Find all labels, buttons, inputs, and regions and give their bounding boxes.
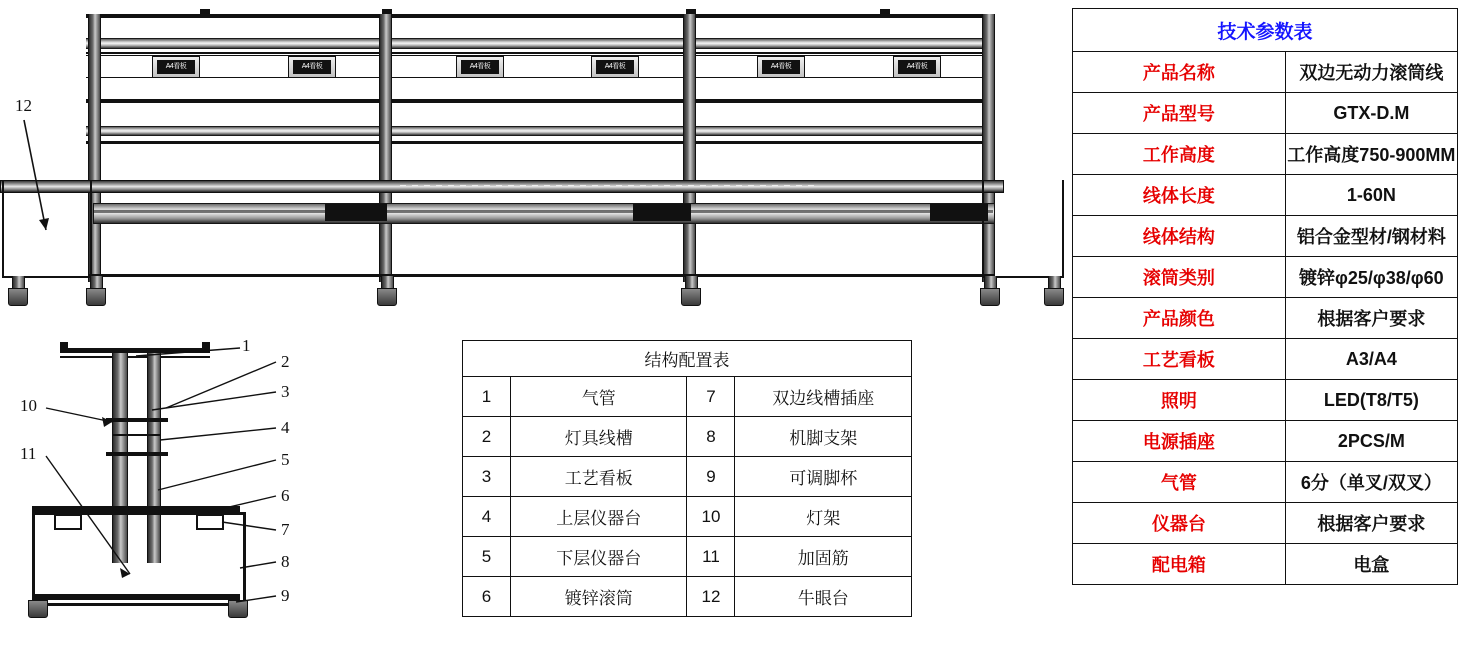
spec-value: 镀锌φ25/φ38/φ60: [1285, 257, 1457, 298]
work-deck: [0, 180, 1004, 193]
kanban-label: A4看板: [898, 60, 936, 74]
struct-left-no: 5: [463, 537, 511, 577]
roller-block: [930, 204, 988, 221]
lower-rail: [88, 274, 994, 277]
spec-key: 产品名称: [1073, 52, 1286, 93]
adjustable-foot: [681, 288, 701, 306]
spec-key: 配电箱: [1073, 544, 1286, 585]
top-mount: [200, 9, 210, 15]
deck-centre-dash: [400, 185, 820, 186]
struct-right-no: 10: [687, 497, 735, 537]
struct-left-name: 工艺看板: [510, 457, 687, 497]
table-row: [1073, 462, 1458, 503]
spec-value: 铝合金型材/钢材料: [1285, 216, 1457, 257]
adjustable-foot: [980, 288, 1000, 306]
spec-value: LED(T8/T5): [1285, 380, 1457, 421]
mid-rail-lower: [86, 141, 994, 144]
roller-block: [633, 204, 691, 221]
spec-key: 工艺看板: [1073, 339, 1286, 380]
kanban-board: [152, 56, 200, 78]
spec-value: A3/A4: [1285, 339, 1457, 380]
section-callout-1: 1: [242, 336, 251, 355]
spec-key: 线体长度: [1073, 175, 1286, 216]
struct-right-name: 双边线槽插座: [735, 377, 912, 417]
struct-right-name: 可调脚杯: [735, 457, 912, 497]
section-view: [0, 300, 460, 640]
spec-value: 6分（单叉/双叉）: [1285, 462, 1457, 503]
top-light-rail: [86, 38, 994, 49]
spec-value: 1-60N: [1285, 175, 1457, 216]
struct-right-name: 灯架: [735, 497, 912, 537]
struct-right-name: 机脚支架: [735, 417, 912, 457]
section-callout-2: 2: [281, 352, 290, 371]
kanban-guide: [86, 77, 994, 78]
kanban-label: A4看板: [596, 60, 634, 74]
table-row: [463, 577, 912, 617]
spec-key: 仪器台: [1073, 503, 1286, 544]
struct-left-no: 6: [463, 577, 511, 617]
structure-config-table: [462, 340, 912, 617]
spec-key: 照明: [1073, 380, 1286, 421]
table-row: [1073, 298, 1458, 339]
spec-key: 产品型号: [1073, 93, 1286, 134]
section-callout-4: 4: [281, 418, 290, 437]
struct-right-no: 9: [687, 457, 735, 497]
struct-table-title-row: [463, 341, 912, 377]
top-rail-thin: [86, 52, 994, 54]
roller-shadow: [93, 210, 993, 213]
table-row: [1073, 216, 1458, 257]
spec-value: 电盒: [1285, 544, 1457, 585]
section-leaders: [0, 300, 460, 640]
adjustable-foot: [1044, 288, 1064, 306]
section-callout-9: 9: [281, 586, 290, 605]
spec-value: 工作高度750-900MM: [1285, 134, 1457, 175]
struct-left-no: 2: [463, 417, 511, 457]
spec-table-title: 技术参数表: [1073, 9, 1458, 52]
section-callout-6: 6: [281, 486, 290, 505]
struct-left-no: 4: [463, 497, 511, 537]
table-row: [463, 497, 912, 537]
struct-table-title: 结构配置表: [463, 341, 912, 377]
frame-post: [379, 14, 392, 282]
table-row: [1073, 421, 1458, 462]
table-row: [463, 377, 912, 417]
table-row: [1073, 339, 1458, 380]
spec-value: 2PCS/M: [1285, 421, 1457, 462]
table-row: [1073, 503, 1458, 544]
top-rail: [86, 14, 994, 18]
table-row: [463, 457, 912, 497]
spec-key: 产品颜色: [1073, 298, 1286, 339]
struct-right-no: 11: [687, 537, 735, 577]
spec-value: GTX-D.M: [1285, 93, 1457, 134]
struct-left-no: 3: [463, 457, 511, 497]
kanban-board: [456, 56, 504, 78]
kanban-board: [288, 56, 336, 78]
table-row: [1073, 52, 1458, 93]
spec-table: [1072, 8, 1458, 585]
kanban-label: A4看板: [293, 60, 331, 74]
kanban-guide: [86, 55, 994, 56]
callout-12-leader: [0, 0, 90, 260]
top-mount: [880, 9, 890, 15]
struct-left-name: 气管: [510, 377, 687, 417]
roller-block: [325, 204, 387, 221]
kanban-board: [893, 56, 941, 78]
table-row: [1073, 257, 1458, 298]
struct-right-no: 7: [687, 377, 735, 417]
section-callout-5: 5: [281, 450, 290, 469]
frame-post: [683, 14, 696, 282]
spec-key: 气管: [1073, 462, 1286, 503]
kanban-label: A4看板: [157, 60, 195, 74]
struct-right-name: 加固筋: [735, 537, 912, 577]
callout-12-label: 12: [15, 96, 32, 115]
ball-table-right: [982, 180, 1064, 278]
kanban-board: [757, 56, 805, 78]
struct-right-name: 牛眼台: [735, 577, 912, 617]
struct-right-no: 12: [687, 577, 735, 617]
roller-conveyor: [93, 203, 995, 224]
kanban-label: A4看板: [461, 60, 499, 74]
struct-left-name: 灯具线槽: [510, 417, 687, 457]
spec-value: 根据客户要求: [1285, 298, 1457, 339]
section-callout-3: 3: [281, 382, 290, 401]
table-row: [1073, 93, 1458, 134]
struct-left-no: 1: [463, 377, 511, 417]
table-row: [1073, 380, 1458, 421]
section-callout-7: 7: [281, 520, 290, 539]
struct-left-name: 下层仪器台: [510, 537, 687, 577]
kanban-label: A4看板: [762, 60, 800, 74]
section-callout-8: 8: [281, 552, 290, 571]
spec-title-row: [1073, 9, 1458, 52]
section-callout-10: 10: [20, 396, 37, 415]
table-row: [1073, 175, 1458, 216]
section-callout-11: 11: [20, 444, 37, 463]
struct-right-no: 8: [687, 417, 735, 457]
spec-value: 根据客户要求: [1285, 503, 1457, 544]
kanban-board: [591, 56, 639, 78]
struct-left-name: 镀锌滚筒: [510, 577, 687, 617]
table-row: [463, 417, 912, 457]
spec-key: 电源插座: [1073, 421, 1286, 462]
struct-left-name: 上层仪器台: [510, 497, 687, 537]
table-row: [1073, 134, 1458, 175]
table-row: [1073, 544, 1458, 585]
table-row: [463, 537, 912, 577]
spec-key: 滚筒类别: [1073, 257, 1286, 298]
mid-rail-upper: [86, 99, 994, 103]
mid-rail-light: [86, 126, 994, 136]
spec-key: 线体结构: [1073, 216, 1286, 257]
spec-key: 工作高度: [1073, 134, 1286, 175]
spec-value: 双边无动力滚筒线: [1285, 52, 1457, 93]
elevation-view: [0, 0, 1060, 310]
